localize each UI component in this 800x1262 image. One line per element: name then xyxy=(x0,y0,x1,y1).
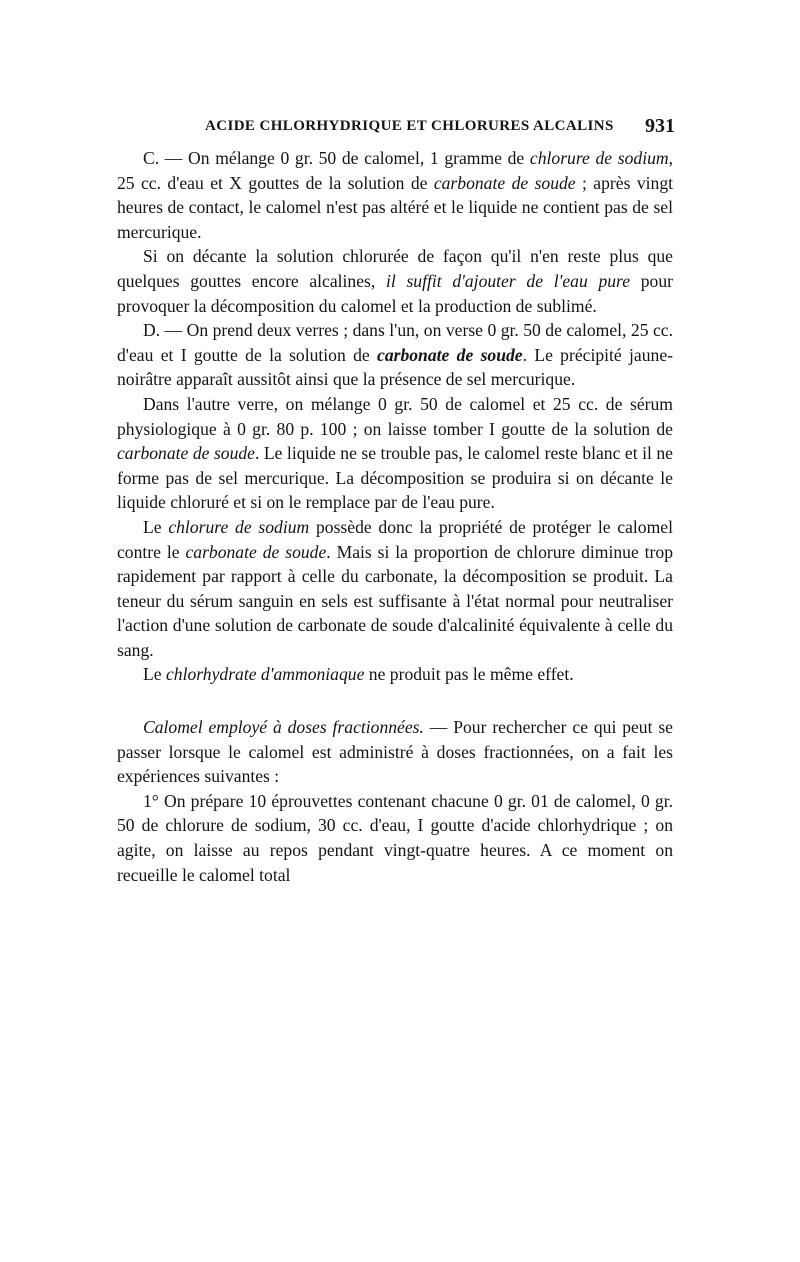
paragraph-doses-fractionnees xyxy=(117,715,673,789)
text-run: possède donc la propriété de protéger le calomel contre le xyxy=(117,516,673,562)
text-run: . Le liquide ne se trouble pas, le calomel reste blanc et il ne forme pas de sel mercurique. La décomposition se produira si on décante le liquide chloruré et si on le remplace par de l'eau pure. xyxy=(117,443,673,513)
text-run: ne produit pas le même effet. xyxy=(364,664,574,685)
text-run: Si on décante la solution chlorurée de façon qu'il n'en reste plus que quelques gouttes encore alcalines, xyxy=(117,246,673,291)
paragraph-conclusion xyxy=(117,515,673,663)
text-run: Dans l'autre verre, on mélange 0 gr. 50 de calomel et 25 cc. de sérum physiologique à 0 gr. 80 p. 100 ; on laisse tomber I goutte de la solution de xyxy=(117,393,673,439)
running-head: ACIDE CHLORHYDRIQUE ET CHLORURES ALCALINS xyxy=(205,118,614,134)
paragraph-c xyxy=(117,146,673,244)
italic-term: il suffit d'ajouter de l'eau pure xyxy=(385,270,631,291)
text-run: , 25 cc. d'eau et X gouttes de la solution de xyxy=(117,148,673,193)
text-run: C. — On mélange 0 gr. 50 de calomel, 1 gramme de xyxy=(143,148,530,168)
text-run: pour provoquer la décomposition du calomel et la production de sublimé. xyxy=(117,270,674,316)
paragraph-ammoniaque xyxy=(117,662,673,687)
italic-term: chlorhydrate d'ammoniaque xyxy=(165,664,365,685)
page-header xyxy=(205,115,675,144)
italic-term: chlorure de sodium xyxy=(168,516,310,537)
paragraph-d xyxy=(117,318,673,392)
italic-term: carbonate de soude xyxy=(433,172,576,193)
paragraph-c-continued xyxy=(117,244,673,318)
italic-term: carbonate de soude xyxy=(377,344,523,365)
paragraph-experiment-1 xyxy=(117,789,673,887)
italic-term: carbonate de soude xyxy=(117,443,255,464)
text-run: 1° On prépare 10 éprouvettes contenant chacune 0 gr. 01 de calomel, 0 gr. 50 de chlorure de sodium, 30 cc. d'eau, I goutte d'acide chlorhydrique ; on agite, on laisse au repos pendant vingt-quatre heures. A ce moment on recueille le calomel total xyxy=(117,790,673,885)
body-text xyxy=(117,146,673,887)
italic-term: chlorure de sodium xyxy=(529,148,669,168)
paragraph-d-second-glass xyxy=(117,392,673,515)
page-number: 931 xyxy=(645,115,675,137)
section-heading: Calomel employé à doses fractionnées. xyxy=(143,717,424,738)
text-run: D. — On prend deux verres ; dans l'un, on verse 0 gr. 50 de calomel, 25 cc. d'eau et I goutte de la solution de xyxy=(117,320,673,365)
text-run: Le xyxy=(143,664,166,685)
text-run: . Mais si la proportion de chlorure diminue trop rapidement par rapport à celle du carbonate, la décomposition se produit. La teneur du sérum sanguin en sels est suffisante à l'état normal pour neutraliser l'action d'une solution de carbonate de soude d'alcalinité équivalente à celle du sang. xyxy=(117,541,673,660)
text-run: ; après vingt heures de contact, le calomel n'est pas altéré et le liquide ne contient pas de sel mercurique. xyxy=(117,172,673,242)
text-run: . Le précipité jaune-noirâtre apparaît aussitôt ainsi que la présence de sel mercurique. xyxy=(117,344,673,390)
italic-term: carbonate de soude xyxy=(185,541,327,562)
text-run: Le xyxy=(143,516,169,537)
text-run: — Pour rechercher ce qui peut se passer lorsque le calomel est administré à doses fractionnées, on a fait les expériences suivantes : xyxy=(117,717,673,787)
